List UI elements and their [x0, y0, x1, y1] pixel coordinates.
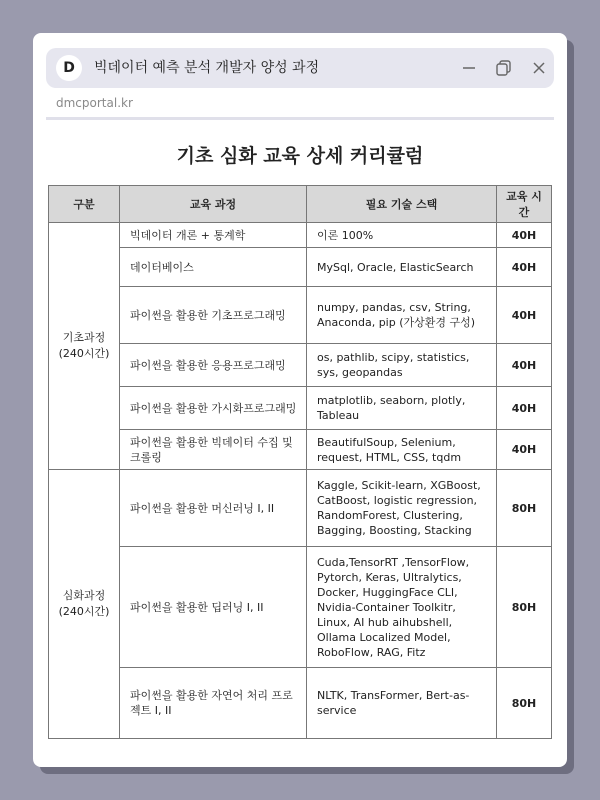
category-name: 심화과정: [62, 589, 106, 602]
hours-cell: 40H: [497, 344, 552, 387]
category-hours: (240시간): [58, 347, 110, 360]
stack-cell: numpy, pandas, csv, String, Anaconda, pip (가상환경 구성): [307, 287, 497, 344]
table-row: [49, 547, 552, 668]
table-row: [49, 344, 552, 387]
course-cell: 파이썬을 활용한 응용프로그래밍: [120, 344, 307, 387]
hours-cell: 80H: [497, 668, 552, 739]
header-divider: [46, 117, 554, 120]
course-cell: 파이썬을 활용한 딥러닝 I, II: [120, 547, 307, 668]
stack-cell: os, pathlib, scipy, statistics, sys, geopandas: [307, 344, 497, 387]
table-header-row: [49, 186, 552, 223]
curriculum-table: [48, 185, 552, 739]
hours-cell: 40H: [497, 287, 552, 344]
course-cell: 파이썬을 활용한 기초프로그래밍: [120, 287, 307, 344]
hours-cell: 40H: [497, 223, 552, 248]
hours-cell: 80H: [497, 547, 552, 668]
page-title: 기초 심화 교육 상세 커리큘럼: [176, 145, 424, 167]
table-row: [49, 668, 552, 739]
hours-cell: 40H: [497, 248, 552, 287]
hours-cell: 40H: [497, 387, 552, 430]
minimize-icon[interactable]: [459, 58, 479, 78]
title-bar: [46, 48, 554, 88]
category-hours: (240시간): [58, 605, 110, 618]
url-text[interactable]: dmcportal.kr: [56, 96, 133, 110]
header-category: 구분: [49, 186, 120, 223]
stack-cell: matplotlib, seaborn, plotly, Tableau: [307, 387, 497, 430]
header-hours: 교육 시간: [497, 186, 552, 223]
course-cell: 빅데이터 개론 + 통계학: [120, 223, 307, 248]
browser-window: [33, 33, 567, 767]
table-row: [49, 387, 552, 430]
window-title: 빅데이터 예측 분석 개발자 양성 과정: [94, 60, 320, 76]
close-icon[interactable]: [529, 58, 549, 78]
header-stack: 필요 기술 스택: [307, 186, 497, 223]
course-cell: 데이터베이스: [120, 248, 307, 287]
header-course: 교육 과정: [120, 186, 307, 223]
stack-cell: NLTK, TransFormer, Bert-as-service: [307, 668, 497, 739]
stack-cell: 이론 100%: [307, 223, 497, 248]
category-name: 기초과정: [62, 331, 106, 344]
stack-cell: Kaggle, Scikit-learn, XGBoost, CatBoost, logistic regression, RandomForest, Clustering, Bagging, Boosting, Stacking: [307, 470, 497, 547]
table-row: [49, 287, 552, 344]
course-cell: 파이썬을 활용한 자연어 처리 프로젝트 I, II: [120, 668, 307, 739]
course-cell: 파이썬을 활용한 가시화프로그래밍: [120, 387, 307, 430]
course-cell: 파이썬을 활용한 빅데이터 수집 및 크롤링: [120, 430, 307, 470]
stack-cell: Cuda,TensorRT ,TensorFlow, Pytorch, Keras, Ultralytics, Docker, HuggingFace CLI, Nvidia-Container Toolkitr, Linux, AI hub aihubshell, Ollama Localized Model, RoboFlow, RAG, Fitz: [307, 547, 497, 668]
table-row: [49, 248, 552, 287]
stack-cell: BeautifulSoup, Selenium, request, HTML, CSS, tqdm: [307, 430, 497, 470]
category-cell-advanced: [49, 470, 120, 739]
hours-cell: 80H: [497, 470, 552, 547]
site-favicon: D: [56, 55, 82, 81]
course-cell: 파이썬을 활용한 머신러닝 I, II: [120, 470, 307, 547]
hours-cell: 40H: [497, 430, 552, 470]
table-row: [49, 470, 552, 547]
table-row: [49, 430, 552, 470]
stack-cell: MySql, Oracle, ElasticSearch: [307, 248, 497, 287]
table-row: [49, 223, 552, 248]
restore-icon[interactable]: [494, 58, 514, 78]
category-cell-basic: [49, 223, 120, 470]
